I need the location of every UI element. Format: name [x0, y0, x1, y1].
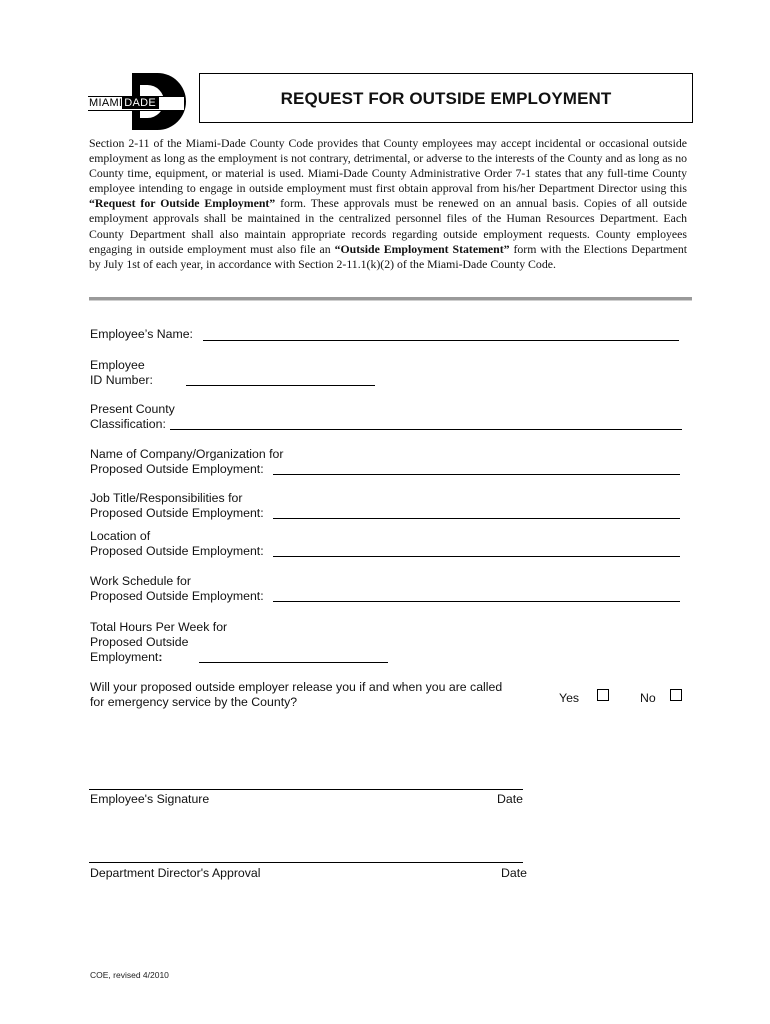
- hours-label-line1: Total Hours Per Week for: [90, 620, 228, 634]
- logo-text: MIAMI DADE: [89, 97, 159, 109]
- hours-field[interactable]: [199, 662, 388, 663]
- schedule-field[interactable]: [273, 601, 680, 602]
- hours-label-line2: Proposed Outside: [90, 635, 189, 649]
- yes-checkbox[interactable]: [597, 689, 609, 701]
- employee-id-field[interactable]: [186, 385, 375, 386]
- no-label: No: [640, 691, 656, 705]
- emergency-question-line1: Will your proposed outside employer release you if and when you are called: [90, 680, 503, 694]
- director-approval-field[interactable]: [89, 862, 523, 863]
- director-approval-label: Department Director's Approval: [90, 866, 261, 880]
- director-approval-date-label: Date: [501, 866, 527, 880]
- employee-signature-label: Employee's Signature: [90, 792, 210, 806]
- employee-id-label-line2: ID Number:: [90, 373, 153, 387]
- company-label-line2: Proposed Outside Employment:: [90, 462, 264, 476]
- location-label-line1: Location of: [90, 529, 151, 543]
- employee-signature-field[interactable]: [89, 789, 523, 790]
- intro-bold-statement-form: “Outside Employment Statement”: [334, 241, 510, 256]
- company-field[interactable]: [273, 474, 680, 475]
- job-title-label-line1: Job Title/Responsibilities for: [90, 491, 243, 505]
- location-label-line2: Proposed Outside Employment:: [90, 544, 264, 558]
- intro-bold-request-form: “Request for Outside Employment”: [89, 196, 276, 211]
- employee-name-field[interactable]: [203, 340, 679, 341]
- schedule-label-line2: Proposed Outside Employment:: [90, 589, 264, 603]
- revision-footer: COE, revised 4/2010: [90, 970, 169, 980]
- emergency-question-line2: for emergency service by the County?: [90, 695, 298, 709]
- job-title-field[interactable]: [273, 518, 680, 519]
- employee-name-label: Employee’s Name:: [90, 327, 193, 341]
- classification-field[interactable]: [170, 429, 682, 430]
- job-title-label-line2: Proposed Outside Employment:: [90, 506, 264, 520]
- form-title: REQUEST FOR OUTSIDE EMPLOYMENT: [280, 89, 612, 108]
- schedule-label-line1: Work Schedule for: [90, 574, 191, 588]
- yes-label: Yes: [559, 691, 580, 705]
- section-divider: [89, 297, 692, 301]
- no-checkbox[interactable]: [670, 689, 682, 701]
- employee-signature-date-label: Date: [497, 792, 523, 806]
- title-box: [199, 73, 693, 123]
- location-field[interactable]: [273, 556, 680, 557]
- miami-dade-logo: [88, 73, 186, 130]
- employee-id-label-line1: Employee: [90, 358, 145, 372]
- classification-label-line2: Classification:: [90, 417, 166, 431]
- company-label-line1: Name of Company/Organization for: [90, 447, 284, 461]
- hours-label-line3: Employment:: [90, 650, 163, 664]
- intro-paragraph: Section 2-11 of the Miami-Dade County Code provides that County employees may accept incidental or occasional outside employment as long as the employment is not contrary, detrimental, or adverse to the interests of the County and as long as no County time, equipment, or material is used. Miami-Dade County Administrative Order 7-1 states that any full-time County employee intending to engage in outside employment must first obtain approval from his/her Department Director using this “Request for Outside Employment” form. These approvals must be renewed on an annual basis. Copies of all outside employment approvals shall be maintained in the centralized personnel files of the Human Resources Department. Each County Department shall also maintain appropriate records regarding outside employment requests. County employees engaging in outside employment must also file an “Outside Employment Statement” form with the Elections Department by July 1st of each year, in accordance with Section 2-11.1(k)(2) of the Miami-Dade County Code.: [89, 136, 688, 271]
- classification-label-line1: Present County: [90, 402, 175, 416]
